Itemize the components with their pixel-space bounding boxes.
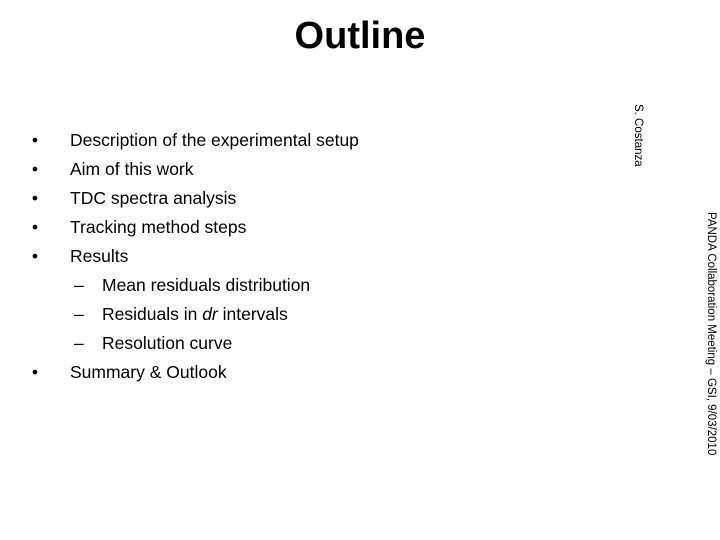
outline-item-label: Description of the experimental setup [70,130,359,150]
outline-item-label: Summary & Outlook [70,362,227,382]
outline-item-label: Tracking method steps [70,217,247,237]
subitem-label: Mean residuals distribution [102,275,311,295]
outline-item-aim [28,155,359,184]
outline-item-tracking [28,213,359,242]
subitem-label-italic: dr [202,304,218,324]
bullet: • [31,188,39,208]
dash: – [74,333,84,353]
bullet: • [31,246,39,266]
subitem-label-pre: Residuals in [102,304,203,324]
bullet: • [31,362,39,382]
outline-item-results [28,242,359,271]
dash: – [74,304,84,324]
outline-subitem-resolution [28,329,359,358]
outline-item-label: Results [70,246,129,266]
outline-item-setup [28,126,359,155]
outline-item-label: TDC spectra analysis [70,188,237,208]
outline-subitem-residuals-dr [28,300,359,329]
outline-item-label: Aim of this work [70,159,194,179]
outline-subitem-mean-residuals [28,271,359,300]
bullet: • [31,217,39,237]
sidebar-author: S. Costanza [632,104,644,167]
outline-item-tdc [28,184,359,213]
slide-title: Outline [294,15,426,57]
bullet: • [31,159,39,179]
outline-list [28,126,359,387]
dash: – [74,275,84,295]
outline-item-summary [28,358,359,387]
sidebar-meeting: PANDA Collaboration Meeting – GSI, 9/03/2010 [705,212,717,456]
subitem-label: Resolution curve [102,333,233,353]
subitem-label-post: intervals [217,304,288,324]
bullet: • [31,130,39,150]
